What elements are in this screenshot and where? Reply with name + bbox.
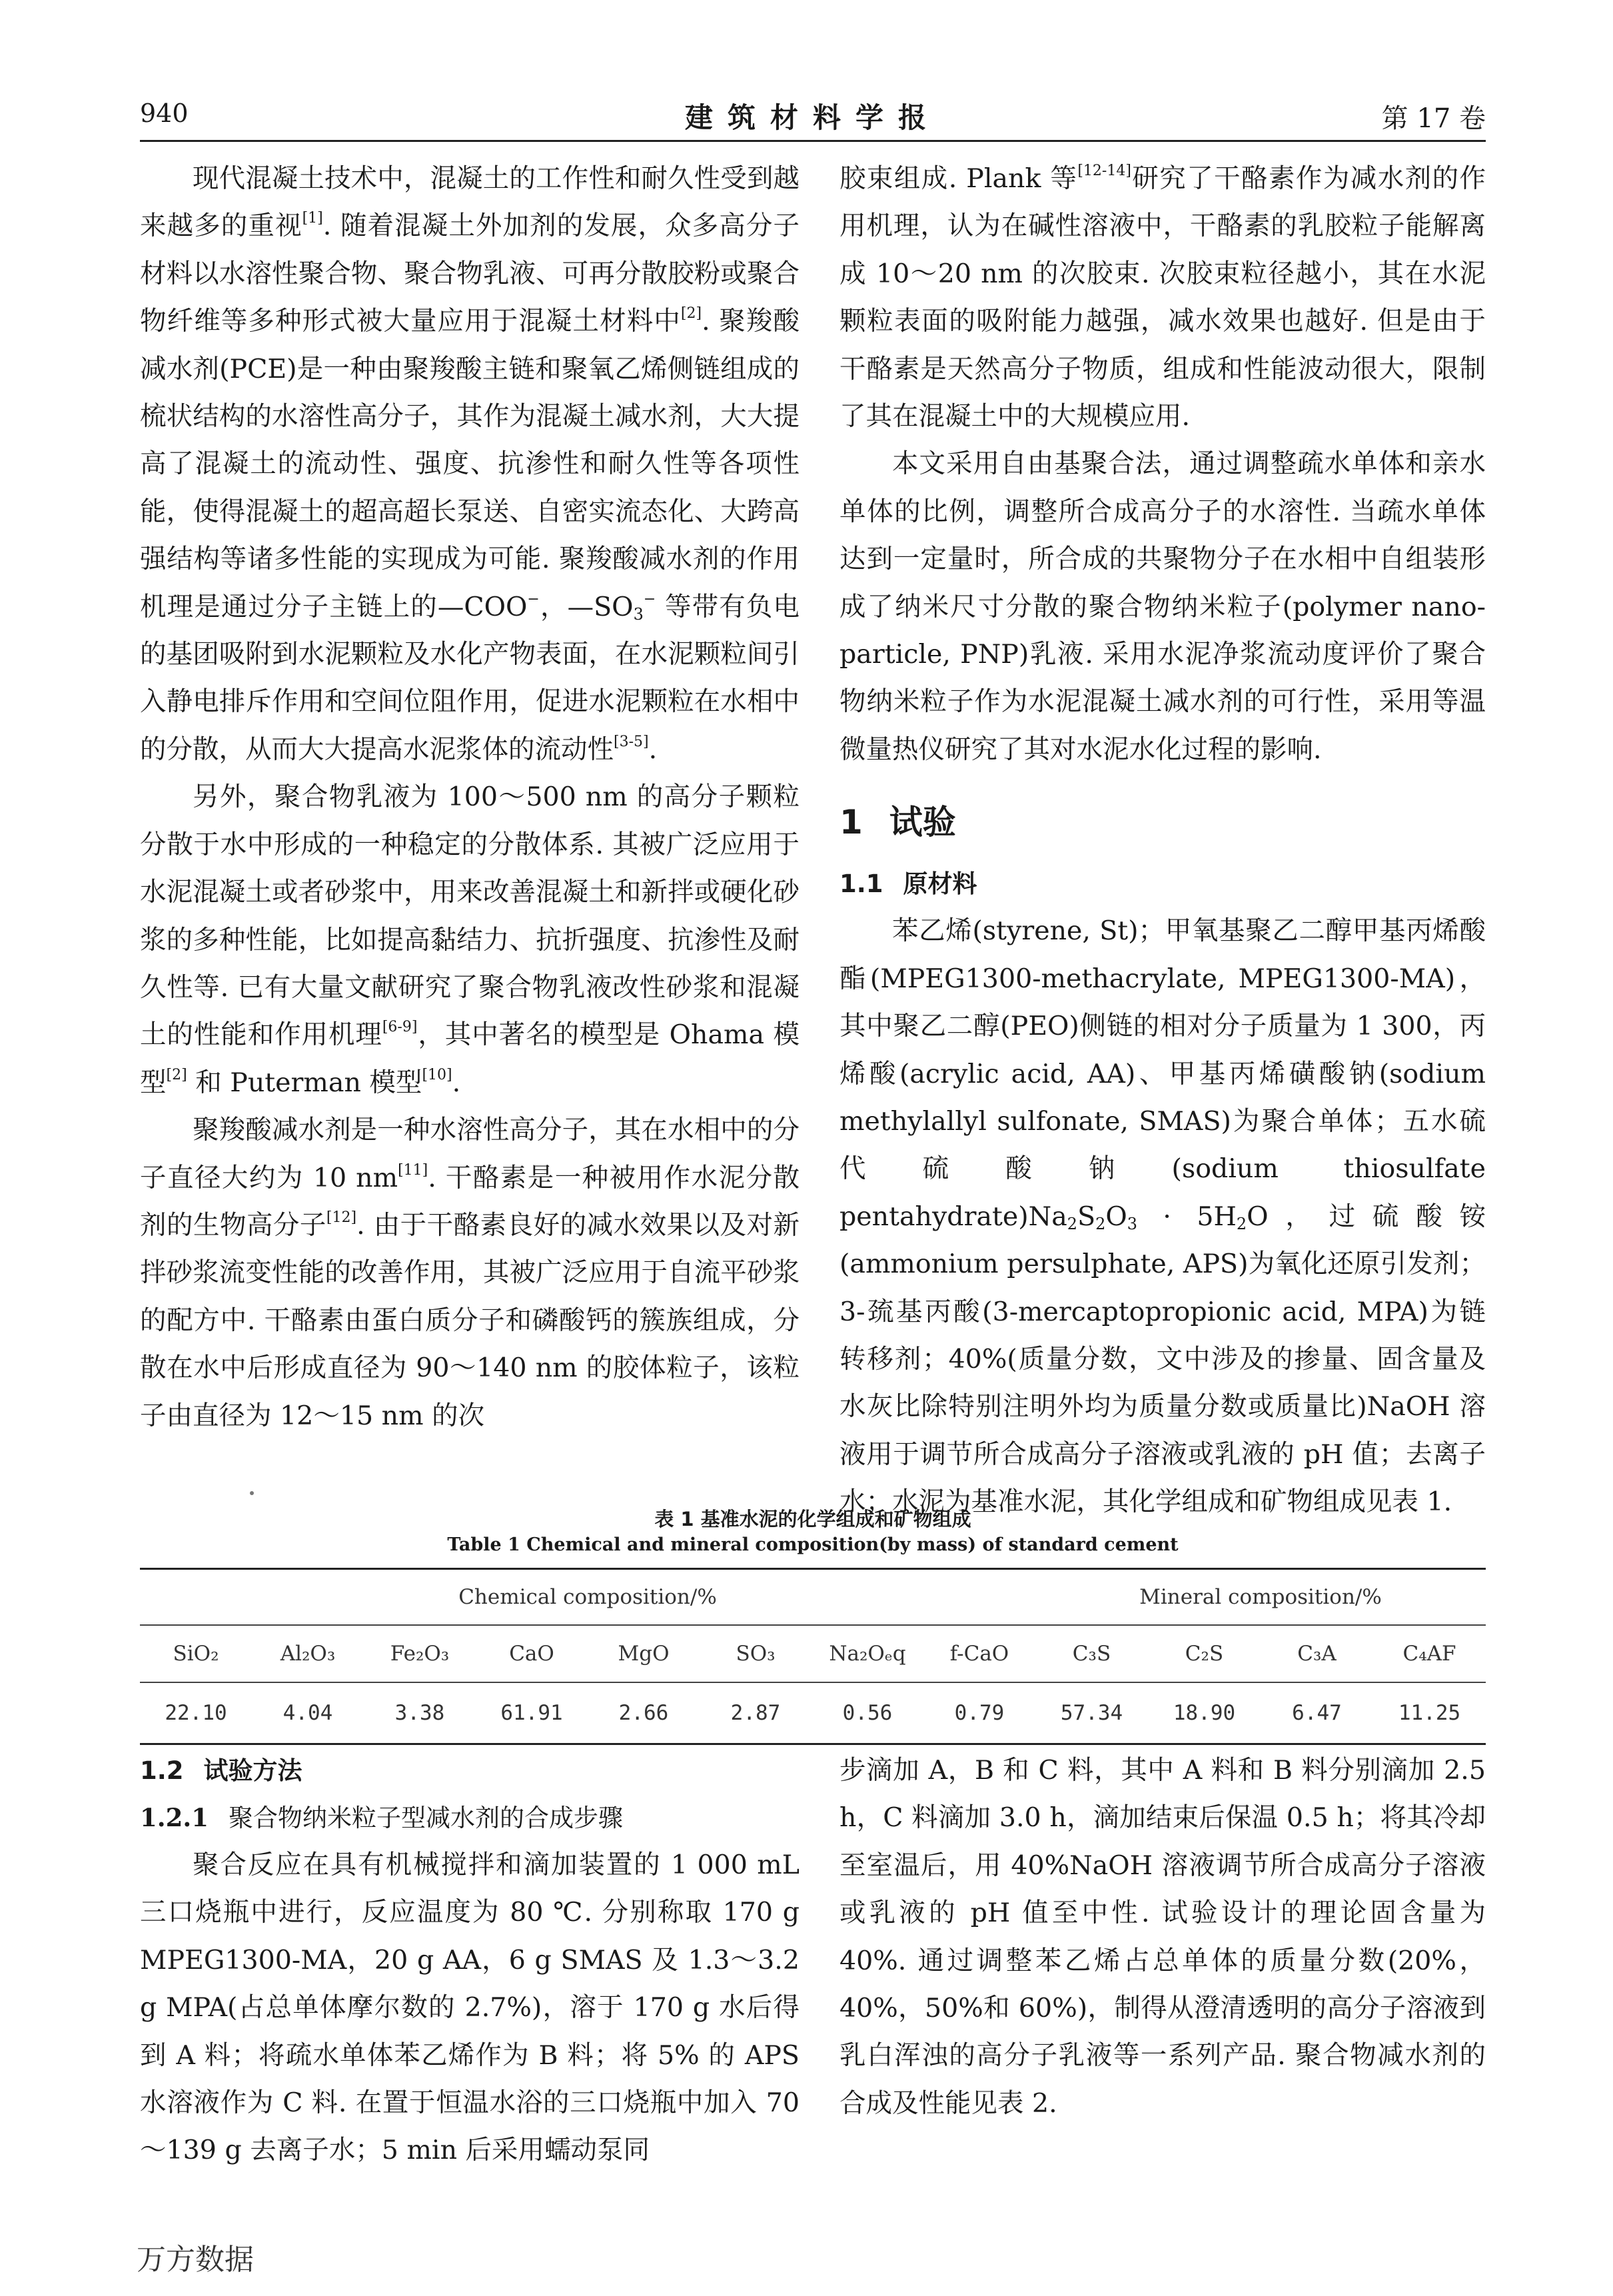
table-cell: 3.38: [364, 1682, 476, 1744]
column-header: f-CaO: [923, 1625, 1035, 1682]
column-header: C₃A: [1261, 1625, 1373, 1682]
citation[interactable]: [2]: [166, 1066, 187, 1083]
column-header: C₂S: [1148, 1625, 1261, 1682]
column-header: Fe₂O₃: [364, 1625, 476, 1682]
paragraph: 聚羧酸减水剂是一种水溶性高分子，其在水相中的分子直径大约为 10 nm[11]. 干酪素是一种被用作水泥分散剂的生物高分子[12]. 由于干酪素良好的减水效果以及对新拌砂浆流变性能的改善作用，其被广泛应用于自流平砂浆的配方中. 干酪素由蛋白质分子和磷酸钙的簇族组成，分散在水中后形成直径为 90～140 nm 的胶体粒子，该粒子由直径为 12～15 nm 的次: [140, 1115, 800, 1431]
paragraph: 聚合反应在具有机械搅拌和滴加装置的 1 000 mL 三口烧瓶中进行，反应温度为 80 ℃. 分别称取 170 g MPEG1300-MA，20 g AA，6 g SMAS 及 1.3～3.2 g MPA(占总单体摩尔数的 2.7%)，溶于 170 g 水后得到 A 料；将疏水单体苯乙烯作为 B 料；将 5% 的 APS 水溶液作为 C 料. 在置于恒温水浴的三口烧瓶中加入 70～139 g 去离子水；5 min 后采用蠕动泵同: [140, 1850, 800, 2166]
column-header: SO₃: [700, 1625, 811, 1682]
table-cell: 2.87: [700, 1682, 811, 1744]
section-heading: 1 试验: [839, 803, 956, 842]
citation[interactable]: [12-14]: [1077, 163, 1131, 179]
column-header: Al₂O₃: [252, 1625, 364, 1682]
table-cell: 61.91: [476, 1682, 588, 1744]
table-caption-en: Table 1 Chemical and mineral composition(by mass) of standard cement: [447, 1534, 1179, 1555]
right-column-lower: [839, 1747, 1486, 2127]
volume-label: 第 17 卷: [1381, 103, 1486, 134]
right-column-upper: [839, 155, 1486, 1526]
journal-title: 建筑材料学报: [684, 101, 941, 134]
paragraph: 胶束组成. Plank 等[12-14]研究了干酪素作为减水剂的作用机理，认为在碱性溶液中，干酪素的乳胶粒子能解离成 10～20 nm 的次胶束. 次胶束粒径越小，其在水泥颗粒表面的吸附能力越强，减水效果也越好. 但是由于干酪素是天然高分子物质，组成和性能波动很大，限制了其在混凝土中的大规模应用.: [839, 163, 1486, 432]
paragraph: 现代混凝土技术中，混凝土的工作性和耐久性受到越来越多的重视[1]. 随着混凝土外加剂的发展，众多高分子材料以水溶性聚合物、聚合物乳液、可再分散胶粉或聚合物纤维等多种形式被大量应用于混凝土材料中[2]. 聚羧酸减水剂(PCE)是一种由聚羧酸主链和聚氧乙烯侧链组成的梳状结构的水溶性高分子，其作为混凝土减水剂，大大提高了混凝土的流动性、强度、抗渗性和耐久性等各项性能，使得混凝土的超高超长泵送、自密实流态化、大跨高强结构等诸多性能的实现成为可能. 聚羧酸减水剂的作用机理是通过分子主链上的—COO−，$—SO_3^-$ 等带有负电的基团吸附到水泥颗粒及水化产物表面，在水泥颗粒间引入静电排斥作用和空间位阻作用，促进水泥颗粒在水相中的分散，从而大大提高水泥浆体的流动性[3-5].: [140, 163, 800, 765]
page-number: 940: [140, 99, 189, 128]
subsubsection-heading: 1.2.1 聚合物纳米粒子型减水剂的合成步骤: [140, 1803, 623, 1832]
table-cell: 57.34: [1035, 1682, 1148, 1744]
left-column-lower: [140, 1747, 800, 2175]
column-header: Na₂Oₑq: [811, 1625, 923, 1682]
left-column-upper: [140, 155, 800, 1440]
cement-composition-table: [140, 1568, 1486, 1745]
table-cell: 2.66: [588, 1682, 700, 1744]
scan-speck: [250, 1491, 254, 1495]
paragraph: 另外，聚合物乳液为 100～500 nm 的高分子颗粒分散于水中形成的一种稳定的分散体系. 其被广泛应用于水泥混凝土或者砂浆中，用来改善混凝土和新拌或硬化砂浆的多种性能，比如提高黏结力、抗折强度、抗渗性及耐久性等. 已有大量文献研究了聚合物乳液改性砂浆和混凝土的性能和作用机理[6-9]，其中著名的模型是 Ohama 模型[2] 和 Puterman 模型[10].: [140, 782, 800, 1098]
table-cell: 11.25: [1373, 1682, 1486, 1744]
paragraph: 本文采用自由基聚合法，通过调整疏水单体和亲水单体的比例，调整所合成高分子的水溶性. 当疏水单体达到一定量时，所合成的共聚物分子在水相中自组装形成了纳米尺寸分散的聚合物纳米粒子(polymer nano-particle, PNP)乳液. 采用水泥净浆流动度评价了聚合物纳米粒子作为水泥混凝土减水剂的可行性，采用等温微量热仪研究了其对水泥水化过程的影响.: [839, 448, 1486, 765]
table-cell: 18.90: [1148, 1682, 1261, 1744]
citation[interactable]: [6-9]: [382, 1019, 418, 1036]
citation[interactable]: [12]: [326, 1209, 357, 1226]
column-header: CaO: [476, 1625, 588, 1682]
citation[interactable]: [11]: [398, 1161, 428, 1179]
column-header: MgO: [588, 1625, 700, 1682]
group-header-chemical: Chemical composition/%: [140, 1569, 1035, 1626]
citation[interactable]: [3-5]: [614, 733, 649, 750]
subsection-heading: 1.1 原材料: [839, 869, 977, 899]
citation[interactable]: [1]: [302, 210, 323, 227]
source-watermark: 万方数据: [137, 2243, 254, 2277]
subsection-heading: 1.2 试验方法: [140, 1756, 302, 1785]
table-cell: 0.79: [923, 1682, 1035, 1744]
paragraph: 苯乙烯(styrene, St)；甲氧基聚乙二醇甲基丙烯酸酯(MPEG1300-methacrylate, MPEG1300-MA)，其中聚乙二醇(PEO)侧链的相对分子质量为 1 300，丙烯酸(acrylic acid, AA)、甲基丙烯磺酸钠(sodium methylallyl sulfonate, SMAS)为聚合单体；五水硫代硫酸钠(sodium thiosulfate $pentahydrate)Na_2S_2O_3 \cdot 5H_2O$，过硫酸铵(ammonium persulphate, APS)为氧化还原引发剂；3-巯基丙酸(3-mercaptopropionic acid, MPA)为链转移剂；40%(质量分数，文中涉及的掺量、固含量及水灰比除特别注明外均为质量分数或质量比)NaOH 溶液用于调节所合成高分子溶液或乳液的 pH 值；去离子水；水泥为基准水泥，其化学组成和矿物组成见表 1.: [839, 915, 1486, 1518]
column-header: C₄AF: [1373, 1625, 1486, 1682]
table-cell: 0.56: [811, 1682, 923, 1744]
paragraph: 步滴加 A，B 和 C 料，其中 A 料和 B 料分别滴加 2.5 h，C 料滴加 3.0 h，滴加结束后保温 0.5 h；将其冷却至室温后，用 40%NaOH 溶液调节所合成高分子溶液或乳液的 pH 值至中性. 试验设计的理论固含量为 40%. 通过调整苯乙烯占总单体的质量分数(20%，40%，50%和 60%)，制得从澄清透明的高分子溶液到乳白浑浊的高分子乳液等一系列产品. 聚合物减水剂的合成及性能见表 2.: [839, 1755, 1486, 2119]
table-row: [140, 1682, 1486, 1744]
group-header-mineral: Mineral composition/%: [1035, 1569, 1486, 1626]
running-header: [140, 93, 1486, 142]
citation[interactable]: [10]: [422, 1066, 452, 1083]
citation[interactable]: [2]: [680, 305, 702, 322]
column-header: SiO₂: [140, 1625, 252, 1682]
column-header-row: [140, 1625, 1486, 1682]
column-header: C₃S: [1035, 1625, 1148, 1682]
table-cell: 4.04: [252, 1682, 364, 1744]
table-cell: 6.47: [1261, 1682, 1373, 1744]
table-cell: 22.10: [140, 1682, 252, 1744]
table-caption-cn: 表 1 基准水泥的化学组成和矿物组成: [654, 1508, 971, 1530]
